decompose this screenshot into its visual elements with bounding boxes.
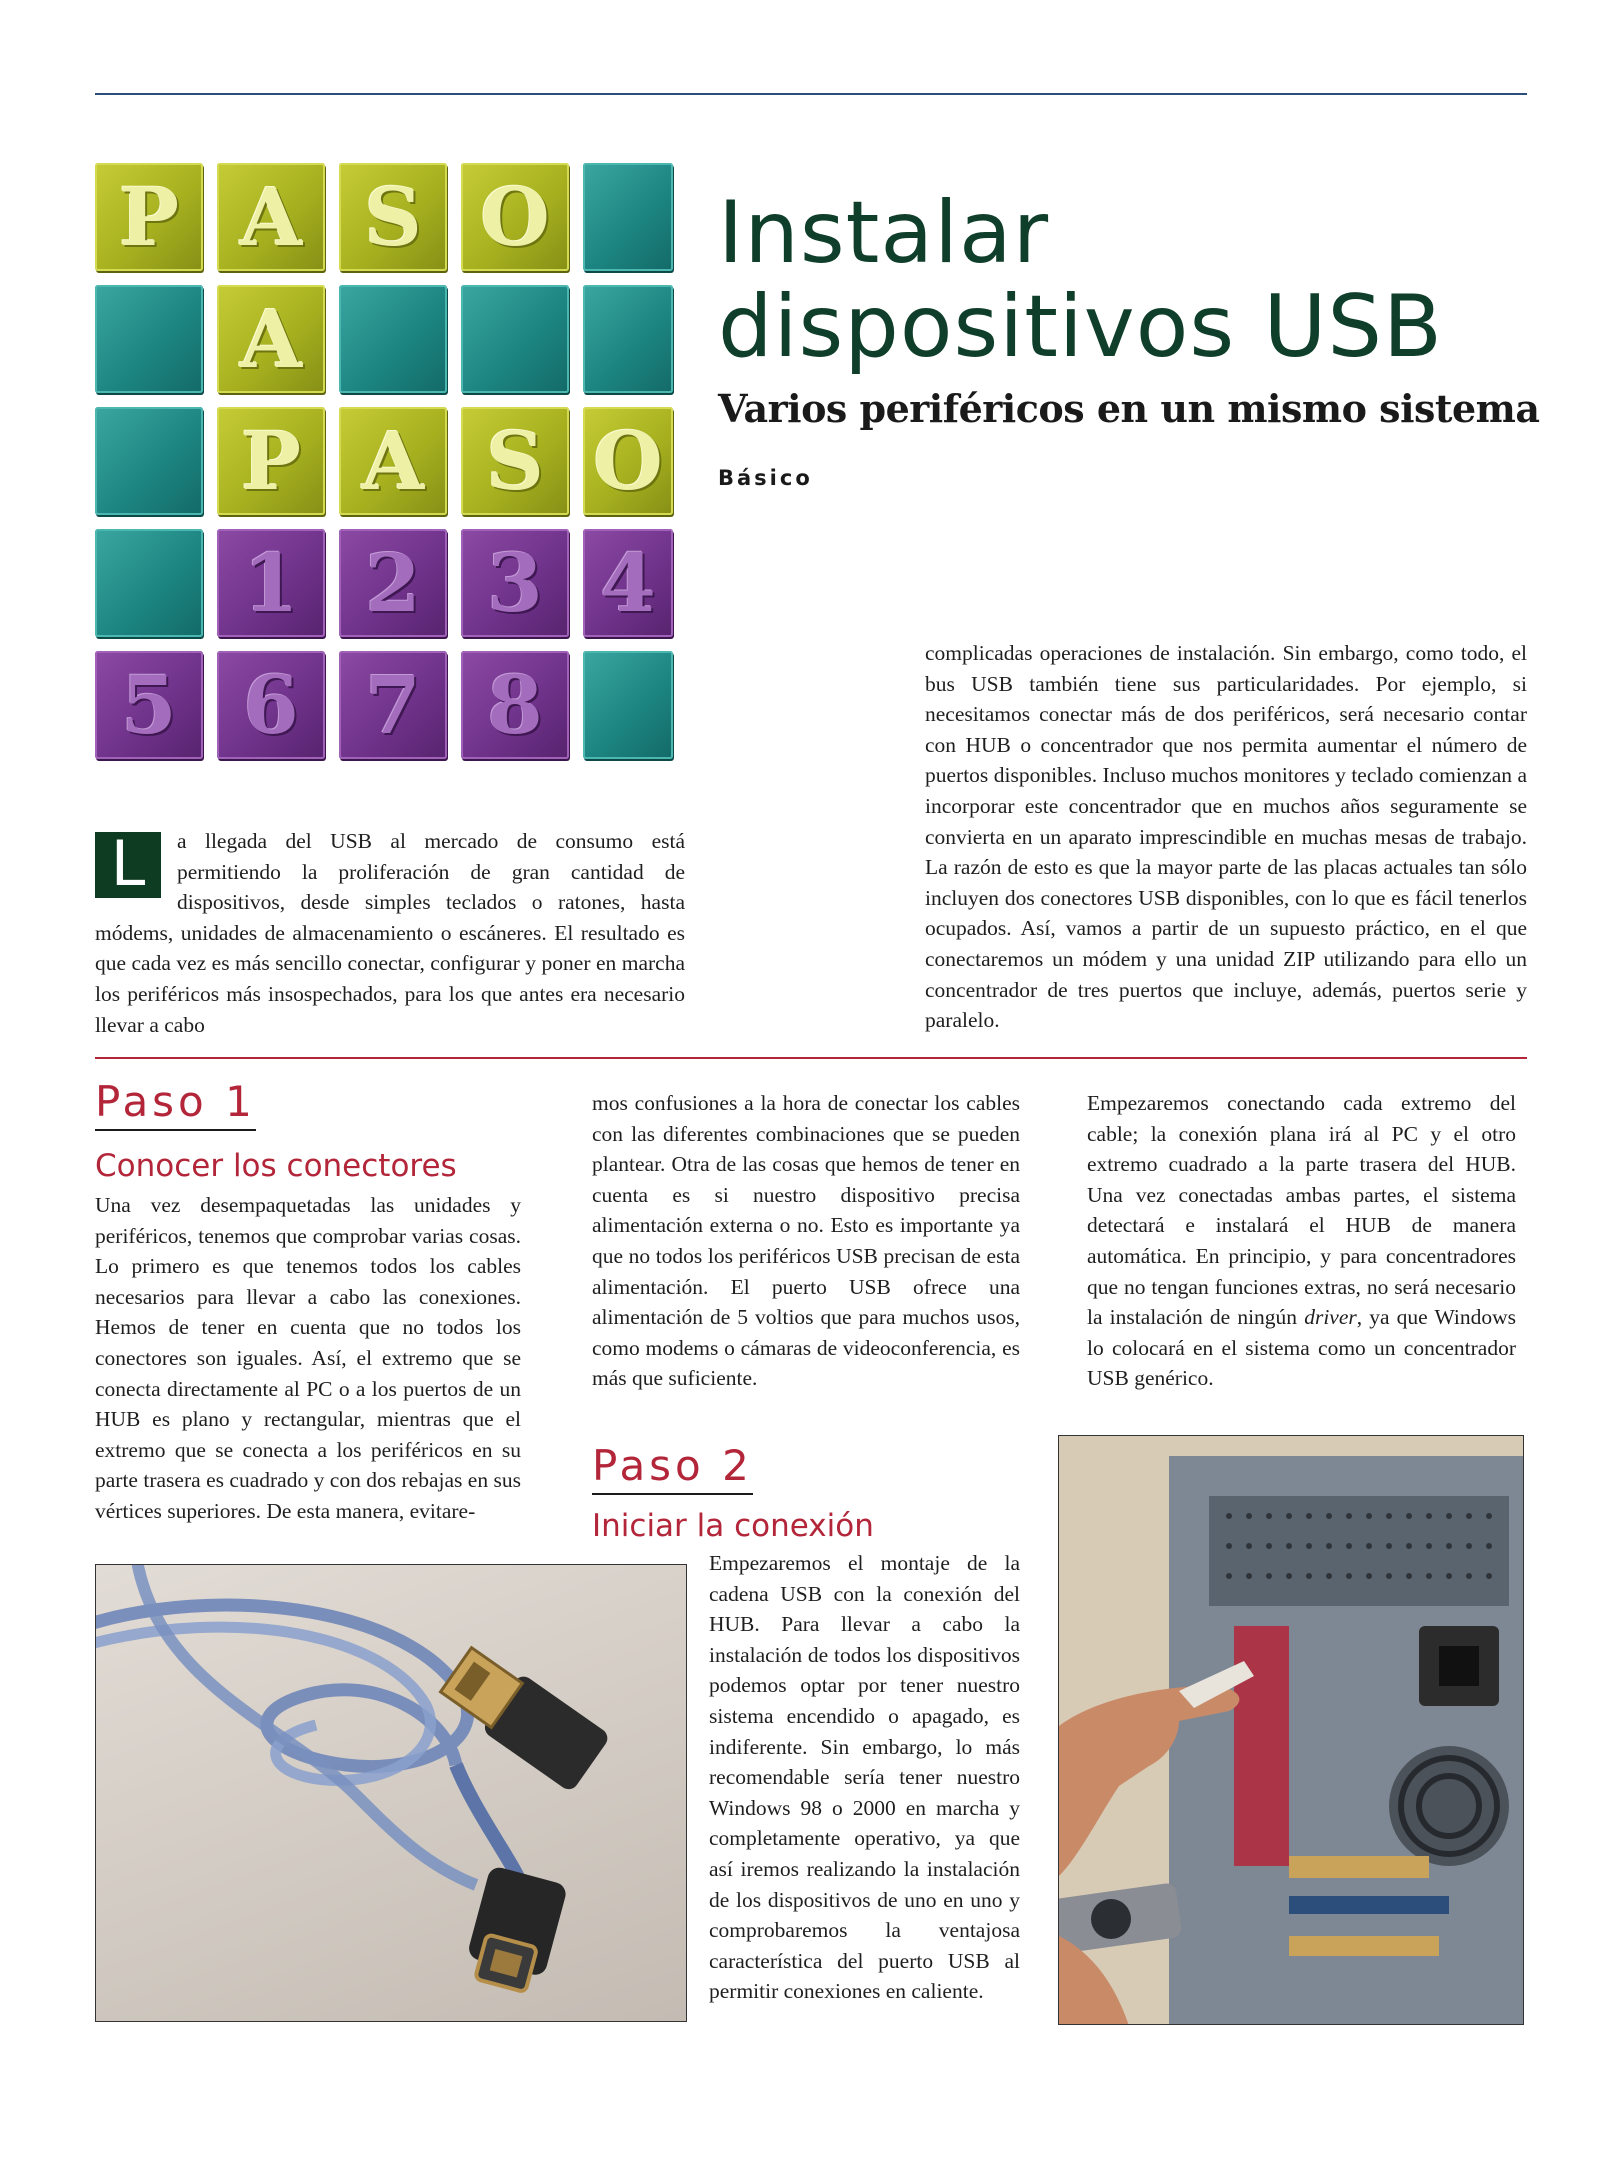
- article-title: [718, 183, 1538, 377]
- pc-back-illustration: [1059, 1436, 1524, 2025]
- logo-tile: P: [95, 163, 203, 271]
- logo-tile: [95, 285, 203, 393]
- top-rule: [95, 93, 1527, 95]
- paso-2-cont-b: , ya que Windows lo colocará en el sistema como un concentrador USB genérico.: [1087, 1305, 1517, 1391]
- difficulty-level: Básico: [718, 466, 813, 490]
- logo-tile: 2: [339, 529, 447, 637]
- logo-tile: 7: [339, 651, 447, 759]
- section-rule: [95, 1057, 1527, 1059]
- logo-tile: A: [217, 163, 325, 271]
- logo-tile: S: [339, 163, 447, 271]
- logo-tile: 3: [461, 529, 569, 637]
- logo-tile: [339, 285, 447, 393]
- logo-tile: 4: [583, 529, 673, 637]
- logo-tile: A: [339, 407, 447, 515]
- logo-tile: [583, 285, 673, 393]
- paso-2-subheading: Iniciar la conexión: [592, 1508, 874, 1544]
- pc-back-photo: [1058, 1435, 1524, 2025]
- logo-tile: 8: [461, 651, 569, 759]
- intro-right-column: complicadas operaciones de instalación. Sin embargo, como todo, el bus USB también tiene sus particularidades. Por ejemplo, si necesitamos conectar más de dos periféricos, será necesario contar con HUB o concentrador que nos permita aumentar el número de puertos disponibles. Incluso muchos monitores y teclado comienzan a incorporar este concentrador que en muchos años seguramente se convierta en un aparato imprescindible en muchas mesas de trabajo. La razón de esto es que la mayor parte de las placas actuales tan sólo incluyen dos conectores USB disponibles, con lo que es fácil tenerlos ocupados. Así, vamos a partir de un supuesto práctico, en el que conectaremos un módem y una unidad ZIP utilizando para ello un concentrador de tres puertos que incluye, además, puertos serie y paralelo.: [925, 641, 1527, 1033]
- paso-2-cont-driver: driver: [1304, 1305, 1357, 1330]
- logo-tile: O: [461, 163, 569, 271]
- paso-1-subheading: Conocer los conectores: [95, 1148, 457, 1184]
- usb-cable-illustration: [96, 1565, 687, 2022]
- logo-tile: 1: [217, 529, 325, 637]
- paso-2-heading-wrap: [592, 1442, 753, 1495]
- paso-2-text-continued: [1087, 1088, 1516, 1394]
- drop-cap: L: [95, 832, 161, 898]
- logo-tile: S: [461, 407, 569, 515]
- title-line-1: Instalar: [718, 183, 1050, 283]
- logo-tile: 6: [217, 651, 325, 759]
- paso-1-heading: Paso 1: [95, 1078, 256, 1131]
- paso-1-text-continued: mos confusiones a la hora de conectar los cables con las diferentes combinaciones que se pueden plantear. Otra de las cosas que hemos de tener en cuenta es si nuestro dispositivo precisa alimentación externa o no. Esto es importante ya que no todos los periféricos USB precisan de esta alimentación. El puerto USB ofrece una alimentación de 5 voltios que para muchos usos, como modems o cámaras de videoconferencia, es más que suficiente.: [592, 1091, 1020, 1391]
- intro-left-text: a llegada del USB al mercado de consumo está permitiendo la proliferación de gran cantidad de dispositivos, desde simples teclados o ratones, hasta módems, unidades de almacenamiento o escáneres. El resultado es que cada vez es más sencillo conectar, configurar y poner en marcha los periféricos más insospechados, para los que antes era necesario llevar a cabo: [95, 829, 685, 1037]
- paso-1-heading-wrap: [95, 1078, 256, 1131]
- logo-tile: 5: [95, 651, 203, 759]
- logo-tile: [95, 529, 203, 637]
- logo-tile: [95, 407, 203, 515]
- logo-tile: O: [583, 407, 673, 515]
- logo-tile: P: [217, 407, 325, 515]
- logo-tile: [583, 651, 673, 759]
- logo-tile: A: [217, 285, 325, 393]
- paso-1-text: Una vez desempaquetadas las unidades y periféricos, tenemos que comprobar varias cosas. Lo primero es que tenemos todos los cables necesarios para llevar a cabo las conexiones. Hemos de tener en cuenta que no todos los conectores son iguales. Así, el extremo que se conecta directamente al PC o a los puertos de un HUB es plano y rectangular, mientras que el extremo que se conecta a los periféricos en su parte trasera es cuadrado y con dos rebajas en sus vértices superiores. De esta manera, evitare-: [95, 1193, 521, 1523]
- paso-2-heading: Paso 2: [592, 1442, 753, 1495]
- logo-tile: [461, 285, 569, 393]
- article-subtitle: Varios periféricos en un mismo sistema: [718, 386, 1540, 431]
- intro-left-column: [95, 826, 685, 1040]
- title-line-2: dispositivos USB: [718, 277, 1443, 377]
- usb-cable-photo: [95, 1564, 687, 2022]
- paso-a-paso-logo: [95, 163, 693, 761]
- paso-2-text: Empezaremos el montaje de la cadena USB con la conexión del HUB. Para llevar a cabo la instalación de todos los dispositivos podemos optar por tener nuestro sistema encendido o apagado, es indiferente. Sin embargo, lo más recomendable sería tener nuestro Windows 98 o 2000 en marcha y completamente operativo, ya que así iremos realizando la instalación de los dispositivos de uno en uno y comprobaremos la ventajosa característica del puerto USB al permitir conexiones en caliente.: [709, 1551, 1020, 2004]
- logo-tile: [583, 163, 673, 271]
- paso-2-cont-a: Empezaremos conectando cada extremo del cable; la conexión plana irá al PC y el otro extremo cuadrado a la parte trasera del HUB. Una vez conectadas ambas partes, el sistema detectará e instalará el HUB de manera automática. En principio, y para concentradores que no tengan funciones extras, no será necesario la instalación de ningún: [1087, 1091, 1516, 1330]
